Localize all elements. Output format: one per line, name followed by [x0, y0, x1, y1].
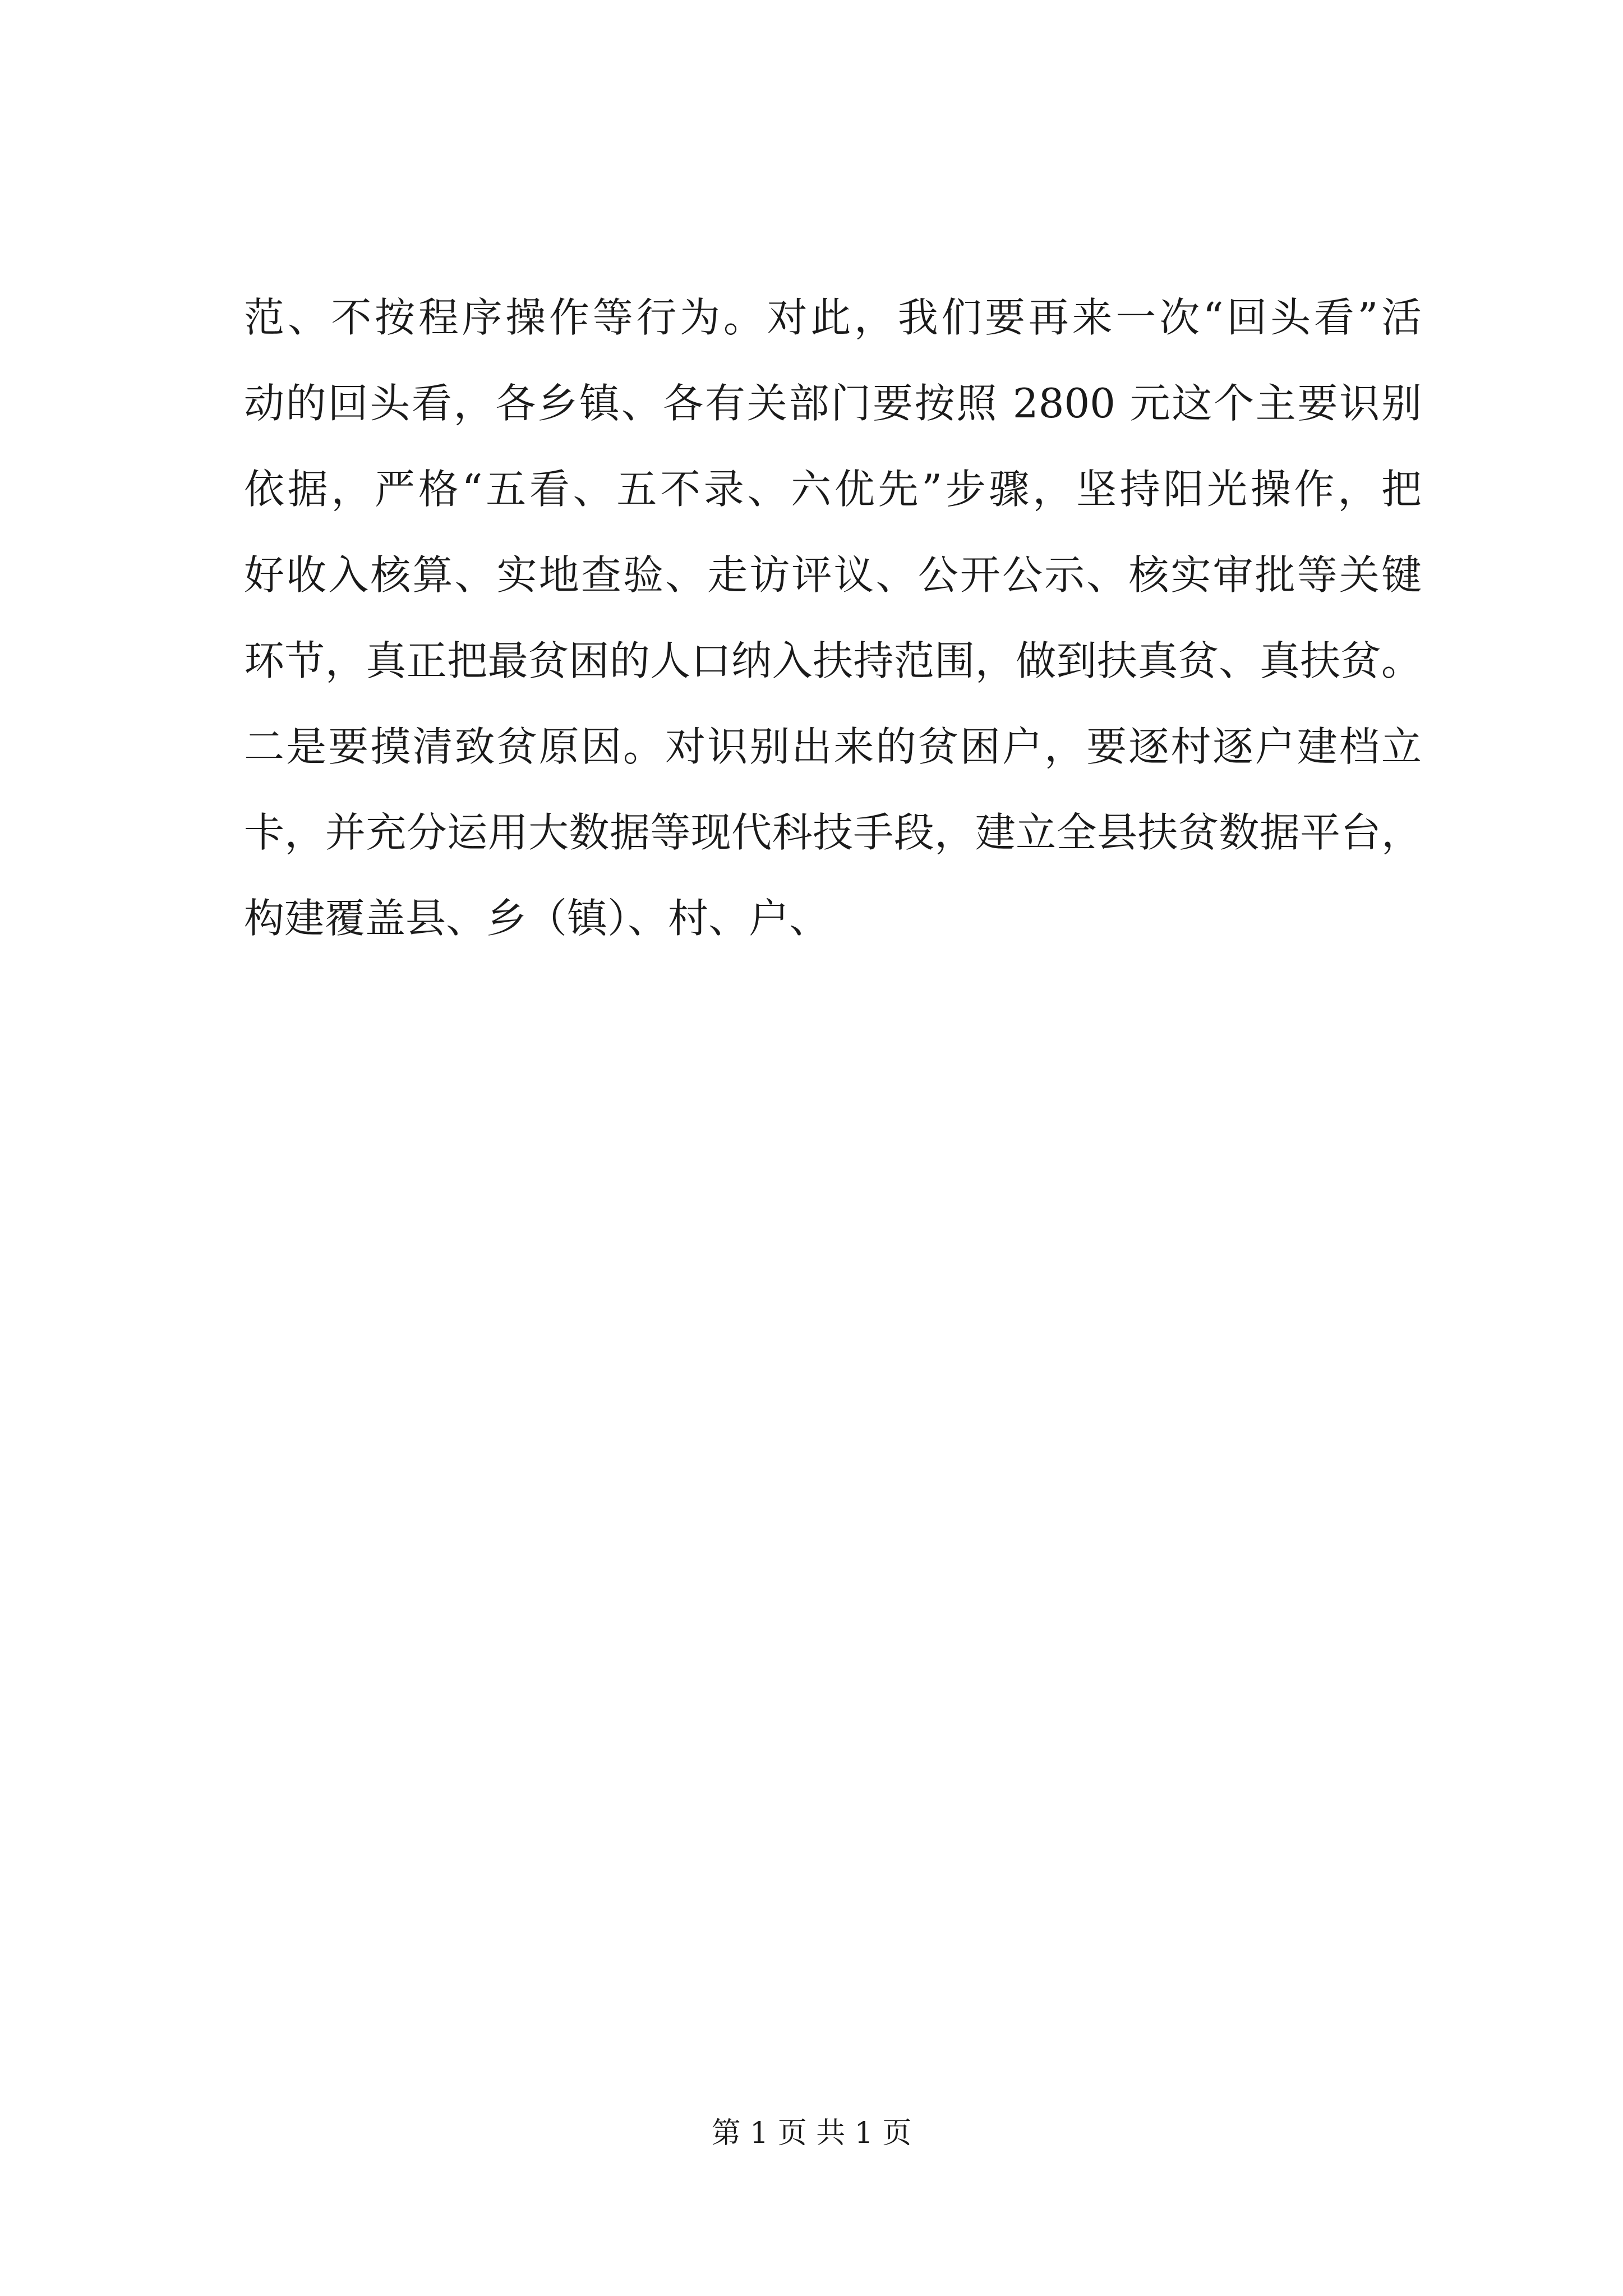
- page-footer: [0, 2114, 1623, 2153]
- text-line: 范、不按程序操作等行为。对此，我们要再来一次“回头看”活: [244, 294, 1422, 341]
- text-line: 环节，真正把最贫困的人口纳入扶持范围，做到扶真贫、真扶贫。: [244, 637, 1422, 684]
- text-line: 动的回头看，各乡镇、各有关部门要按照 2800 元这个主要识别: [244, 380, 1422, 427]
- text-line: 二是要摸清致贫原因。对识别出来的贫困户，要逐村逐户建档立: [244, 723, 1422, 770]
- page-number-label: 第 1 页 共 1 页: [711, 2116, 912, 2150]
- body-text: [244, 275, 1422, 961]
- text-line: 依据，严格“五看、五不录、六优先”步骤，坚持阳光操作，把: [244, 466, 1422, 513]
- text-line: 构建覆盖县、乡（镇）、村、户、: [244, 895, 830, 942]
- text-line: 卡，并充分运用大数据等现代科技手段，建立全县扶贫数据平台，: [244, 809, 1422, 856]
- text-line: 好收入核算、实地查验、走访评议、公开公示、核实审批等关键: [244, 551, 1422, 599]
